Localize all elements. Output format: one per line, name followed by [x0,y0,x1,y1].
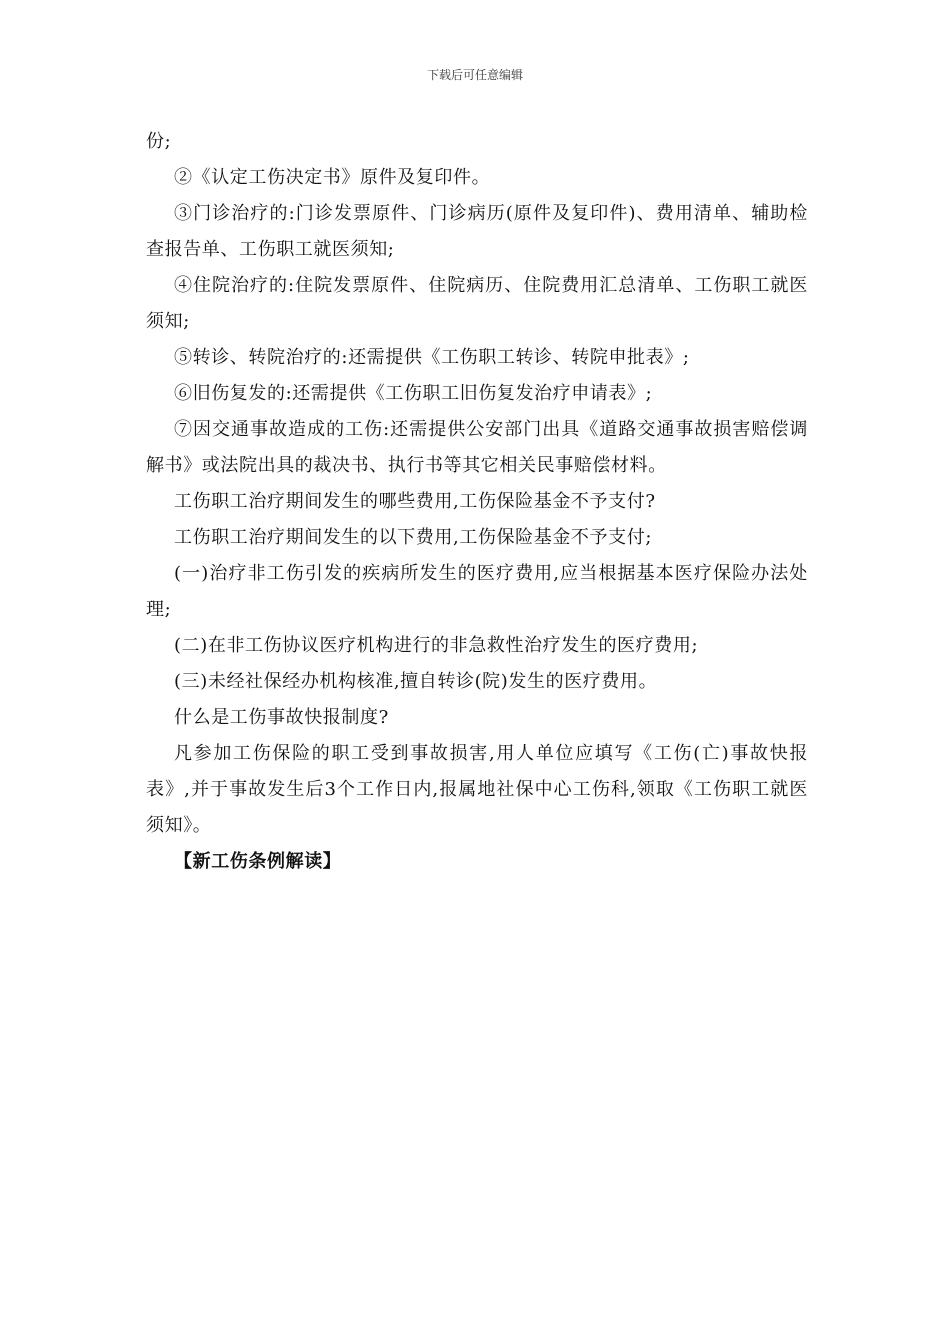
paragraph-5: ⑤转诊、转院治疗的:还需提供《工伤职工转诊、转院申批表》; [174,347,690,368]
paragraph-7: ⑦因交通事故造成的工伤:还需提供公安部门出具《道路交通事故损害赔偿调解书》或法院出具的裁决书、执行书等其它相关民事赔偿材料。 [146,419,808,476]
paragraph-3: ③门诊治疗的:门诊发票原件、门诊病历(原件及复印件)、费用清单、辅助检查报告单、工伤职工就医须知; [146,203,808,260]
paragraph-8: 工伤职工治疗期间发生的哪些费用,工伤保险基金不予支付? [174,491,656,512]
paragraph-12: (三)未经社保经办机构核准,擅自转诊(院)发生的医疗费用。 [174,671,658,692]
paragraph-1: 份; [146,131,172,152]
paragraph-13: 什么是工伤事故快报制度? [174,707,389,728]
paragraph-2: ②《认定工伤决定书》原件及复印件。 [174,167,491,188]
page-header: 下载后可任意编辑 [426,68,523,82]
paragraph-10: (一)治疗非工伤引发的疾病所发生的医疗费用,应当根据基本医疗保险办法处理; [146,563,808,620]
paragraph-4: ④住院治疗的:住院发票原件、住院病历、住院费用汇总清单、工伤职工就医须知; [146,275,808,332]
document-body [146,124,808,880]
paragraph-11: (二)在非工伤协议医疗机构进行的非急救性治疗发生的医疗费用; [174,635,699,656]
paragraph-9: 工伤职工治疗期间发生的以下费用,工伤保险基金不予支付; [174,527,652,548]
paragraph-14: 凡参加工伤保险的职工受到事故损害,用人单位应填写《工伤(亡)事故快报表》,并于事故发生后3个工作日内,报属地社保中心工伤科,领取《工伤职工就医须知》。 [146,743,808,836]
paragraph-6: ⑥旧伤复发的:还需提供《工伤职工旧伤复发治疗申请表》; [174,383,653,404]
section-heading: 【新工伤条例解读】 [174,851,342,872]
